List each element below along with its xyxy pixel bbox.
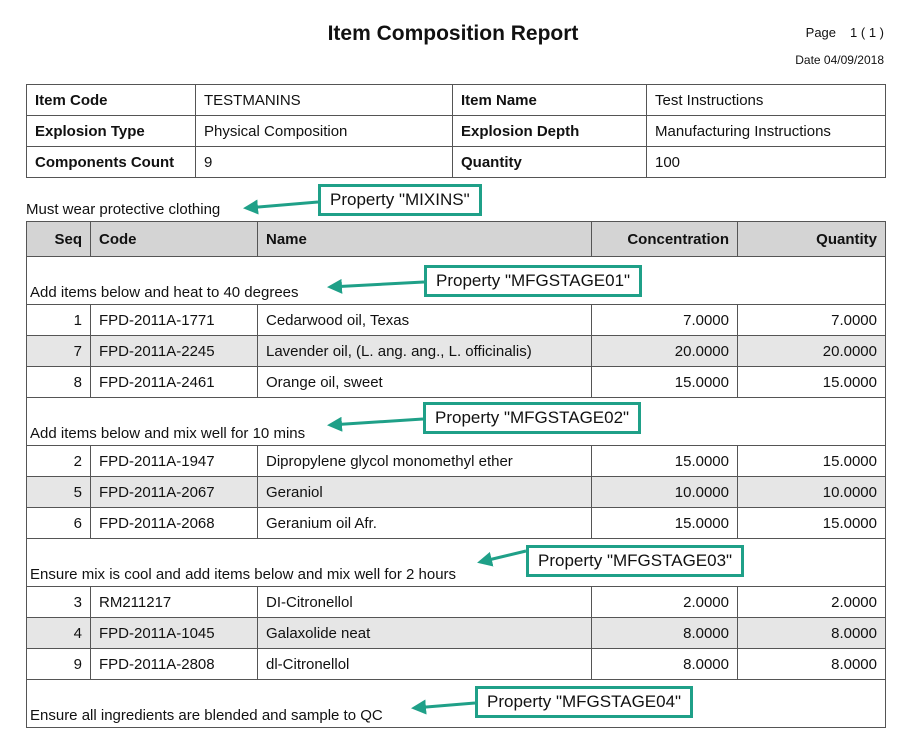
report-title: Item Composition Report xyxy=(327,22,579,45)
arrow-mixins xyxy=(246,202,318,208)
row-concentration: 8.0000 xyxy=(592,618,738,649)
row-concentration: 20.0000 xyxy=(592,336,738,367)
row-name: Cedarwood oil, Texas xyxy=(258,305,592,336)
callout-mixins: Property "MIXINS" xyxy=(318,184,482,216)
page-label: Page xyxy=(805,25,837,40)
row-code: FPD-2011A-2461 xyxy=(91,367,258,398)
item-name-label: Item Name xyxy=(453,85,647,116)
explosion-type-value: Physical Composition xyxy=(196,116,453,147)
row-quantity: 8.0000 xyxy=(738,618,886,649)
column-header-seq: Seq xyxy=(27,222,91,257)
stage-instruction-row xyxy=(27,539,886,587)
row-seq: 1 xyxy=(27,305,91,336)
table-header-row xyxy=(27,222,886,257)
components-count-label: Components Count xyxy=(27,147,196,178)
table-row xyxy=(27,618,886,649)
row-concentration: 15.0000 xyxy=(592,367,738,398)
row-seq: 2 xyxy=(27,446,91,477)
row-code: FPD-2011A-2808 xyxy=(91,649,258,680)
callout-mfgstage03: Property "MFGSTAGE03" xyxy=(526,545,744,577)
row-code: FPD-2011A-2068 xyxy=(91,508,258,539)
quantity-value: 100 xyxy=(647,147,886,178)
row-name: Geranium oil Afr. xyxy=(258,508,592,539)
row-concentration: 10.0000 xyxy=(592,477,738,508)
row-code: FPD-2011A-2245 xyxy=(91,336,258,367)
row-name: Geraniol xyxy=(258,477,592,508)
row-quantity: 15.0000 xyxy=(738,508,886,539)
item-code-label: Item Code xyxy=(27,85,196,116)
row-name: Galaxolide neat xyxy=(258,618,592,649)
row-seq: 7 xyxy=(27,336,91,367)
table-row xyxy=(27,649,886,680)
table-row xyxy=(27,336,886,367)
column-header-concentration: Concentration xyxy=(592,222,738,257)
row-seq: 5 xyxy=(27,477,91,508)
page-indicator xyxy=(806,25,884,40)
header-row-count xyxy=(27,147,886,178)
row-quantity: 15.0000 xyxy=(738,446,886,477)
row-quantity: 7.0000 xyxy=(738,305,886,336)
row-seq: 4 xyxy=(27,618,91,649)
row-code: FPD-2011A-2067 xyxy=(91,477,258,508)
components-count-value: 9 xyxy=(196,147,453,178)
item-name-value: Test Instructions xyxy=(647,85,886,116)
row-quantity: 10.0000 xyxy=(738,477,886,508)
row-quantity: 15.0000 xyxy=(738,367,886,398)
composition-table xyxy=(26,221,886,728)
table-row xyxy=(27,367,886,398)
explosion-type-label: Explosion Type xyxy=(27,116,196,147)
row-quantity: 20.0000 xyxy=(738,336,886,367)
explosion-depth-value: Manufacturing Instructions xyxy=(647,116,886,147)
row-code: FPD-2011A-1045 xyxy=(91,618,258,649)
stage-instruction: Ensure mix is cool and add items below and mix well for 2 hours xyxy=(27,539,886,587)
column-header-code: Code xyxy=(91,222,258,257)
stage-instruction: Ensure all ingredients are blended and sample to QC xyxy=(27,680,886,728)
row-concentration: 15.0000 xyxy=(592,446,738,477)
row-concentration: 15.0000 xyxy=(592,508,738,539)
row-concentration: 8.0000 xyxy=(592,649,738,680)
row-seq: 6 xyxy=(27,508,91,539)
row-code: FPD-2011A-1947 xyxy=(91,446,258,477)
callout-mfgstage01: Property "MFGSTAGE01" xyxy=(424,265,642,297)
explosion-depth-label: Explosion Depth xyxy=(453,116,647,147)
page-number: 1 ( 1 ) xyxy=(850,25,884,40)
mixins-note: Must wear protective clothing xyxy=(26,201,221,218)
row-name: DI-Citronellol xyxy=(258,587,592,618)
row-concentration: 7.0000 xyxy=(592,305,738,336)
row-seq: 3 xyxy=(27,587,91,618)
stage-instruction: Add items below and heat to 40 degrees xyxy=(27,257,886,305)
item-header-table xyxy=(26,84,886,178)
row-quantity: 8.0000 xyxy=(738,649,886,680)
row-name: Dipropylene glycol monomethyl ether xyxy=(258,446,592,477)
quantity-label: Quantity xyxy=(453,147,647,178)
stage-instruction: Add items below and mix well for 10 mins xyxy=(27,398,886,446)
item-code-value: TESTMANINS xyxy=(196,85,453,116)
column-header-quantity: Quantity xyxy=(738,222,886,257)
table-row xyxy=(27,446,886,477)
report-date: Date 04/09/2018 xyxy=(795,53,884,67)
table-row xyxy=(27,508,886,539)
row-name: Lavender oil, (L. ang. ang., L. officinalis) xyxy=(258,336,592,367)
row-code: RM211217 xyxy=(91,587,258,618)
row-quantity: 2.0000 xyxy=(738,587,886,618)
callout-mfgstage02: Property "MFGSTAGE02" xyxy=(423,402,641,434)
row-seq: 8 xyxy=(27,367,91,398)
column-header-name: Name xyxy=(258,222,592,257)
row-seq: 9 xyxy=(27,649,91,680)
header-row-explosion xyxy=(27,116,886,147)
row-name: dl-Citronellol xyxy=(258,649,592,680)
header-row-item xyxy=(27,85,886,116)
row-code: FPD-2011A-1771 xyxy=(91,305,258,336)
stage-instruction-row xyxy=(27,680,886,728)
row-concentration: 2.0000 xyxy=(592,587,738,618)
table-row xyxy=(27,587,886,618)
table-row xyxy=(27,477,886,508)
callout-mfgstage04: Property "MFGSTAGE04" xyxy=(475,686,693,718)
row-name: Orange oil, sweet xyxy=(258,367,592,398)
table-row xyxy=(27,305,886,336)
